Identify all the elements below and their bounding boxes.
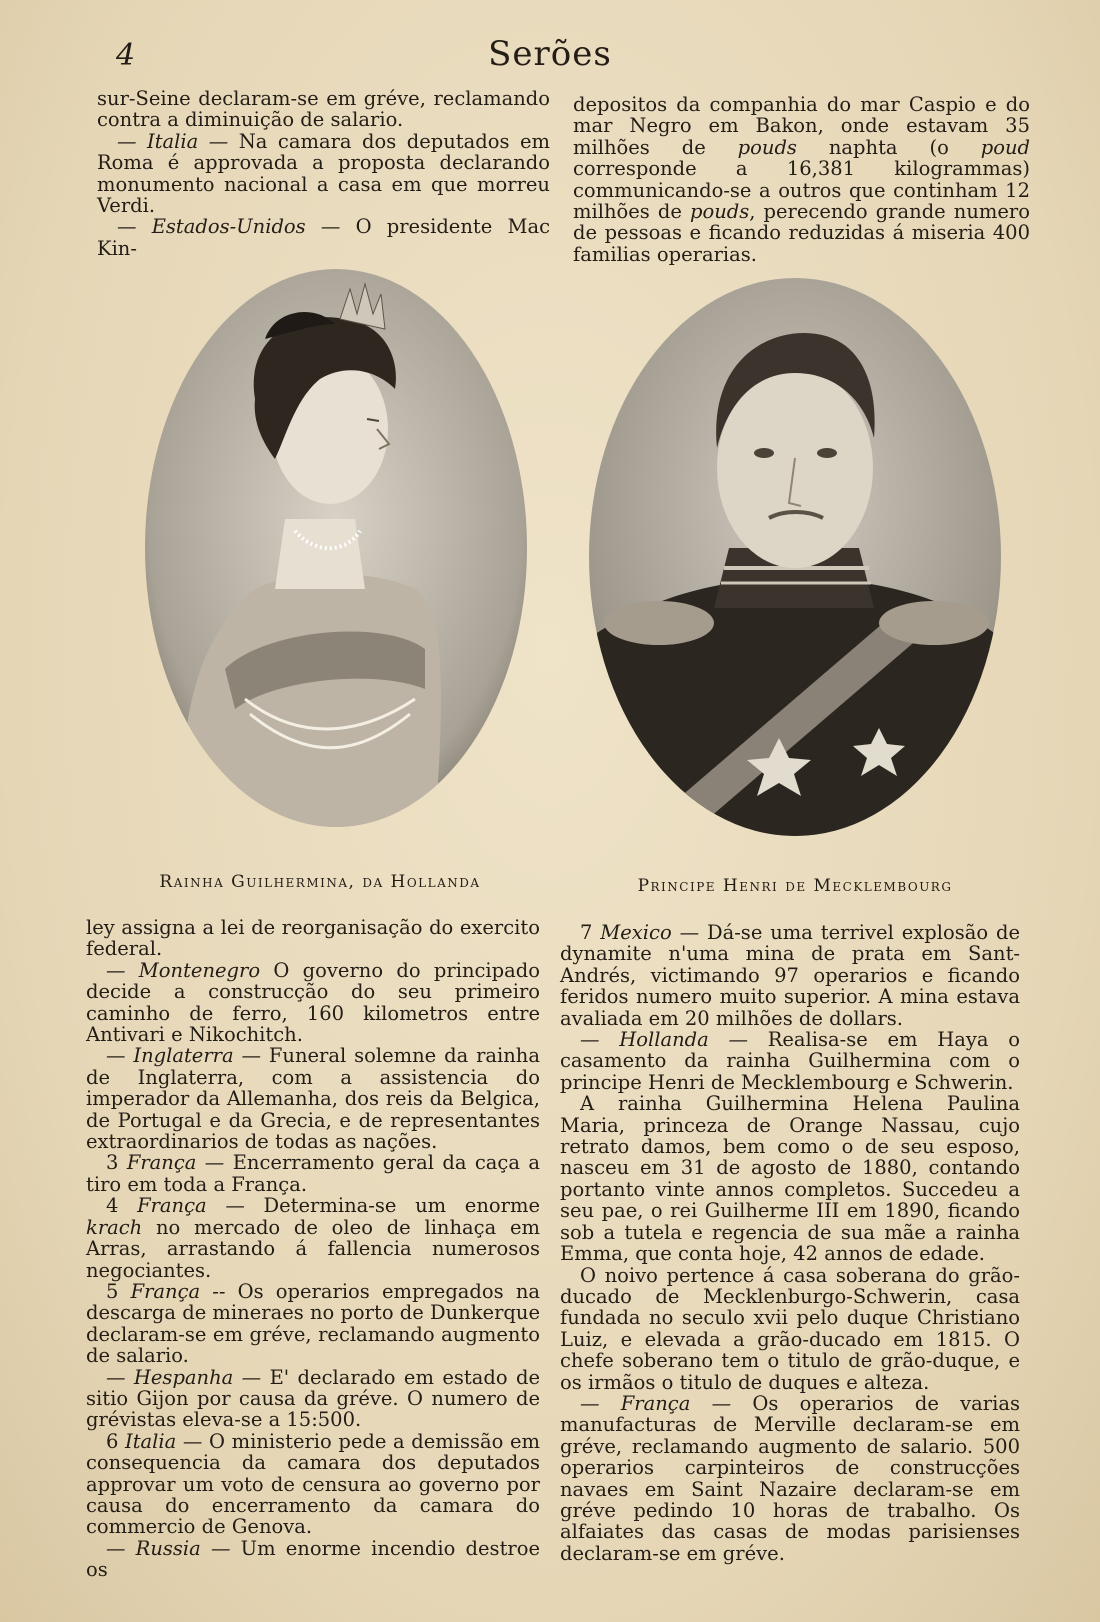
paragraph (560, 922, 1020, 1029)
portrait-prince-image (589, 278, 1001, 836)
paragraph (97, 216, 550, 259)
text-run: naphta (o (796, 135, 981, 159)
paragraph (560, 1393, 1020, 1564)
entry-heading: França — (137, 1194, 245, 1218)
entry-text: O ministerio pede a demissão em consequencia da camara dos deputados approvar um voto de censura ao governo por causa do encerramento da camara do commercio de Genova. (86, 1429, 541, 1539)
paragraph (573, 94, 1030, 265)
entry-text: no mercado de oleo de linhaça em Arras, arrastando á fallencia numerosos negociantes. (86, 1215, 540, 1282)
top-right-column (573, 94, 1030, 265)
text-run: corresponde a 16,381 kilogrammas) communicando-se a outros que continham 12 milhões de (573, 157, 1030, 224)
text-run: , perecendo grande numero de pessoas e ficando reduzidas á miseria 400 familias operarias. (573, 200, 1030, 266)
entry-heading: França — (126, 1151, 225, 1175)
entry-heading: — Estados-Unidos — (117, 215, 341, 239)
entry-heading: — Montenegro (106, 958, 261, 982)
entry-text: Encerramento geral da caça a tiro em toda a França. (86, 1151, 540, 1196)
italic-term: poud (980, 135, 1030, 159)
top-left-column (97, 88, 550, 259)
date-number: 5 (106, 1279, 131, 1303)
caption-prince: Principe Henri de Mecklembourg (637, 876, 953, 896)
entry-heading: — Inglaterra — (106, 1044, 261, 1068)
paragraph (86, 1367, 540, 1431)
bottom-left-column (86, 917, 540, 1581)
paragraph (86, 1281, 540, 1367)
text-run: depositos da companhia do mar Caspio e do mar Negro em Bakon, onde estavam 35 milhões de (573, 93, 1030, 159)
date-number: 4 (106, 1194, 138, 1218)
bottom-right-column (560, 922, 1020, 1564)
paragraph (86, 1538, 540, 1581)
paragraph (86, 960, 540, 1046)
entry-text: O presidente Mac Kin- (97, 215, 550, 260)
italic-term: pouds (737, 135, 797, 159)
entry-heading: Italia — (125, 1429, 203, 1453)
entry-heading: — Hespanha — (106, 1365, 262, 1389)
entry-text: Um enorme incendio destroe os (86, 1536, 541, 1582)
entry-text: Determina-se um enorme (244, 1194, 540, 1218)
caption-queen: Rainha Guilhermina, da Hollanda (159, 872, 481, 892)
entry-text: Dá-se uma terrivel explosão de dynamite n'uma mina de prata em Sant-Andrés, victimando 97 operarios e ficando feridos numero muito superior. A mina estava avaliada em 20 milhões de dollars. (560, 921, 1020, 1030)
entry-heading: — Hollanda — (580, 1028, 748, 1052)
paragraph (97, 131, 550, 217)
page-number: 4 (116, 38, 136, 73)
paragraph (86, 1195, 540, 1281)
entry-text: E' declarado em estado de sitio Gijon por causa da gréve. O numero de grévistas eleva-se a 15:500. (86, 1365, 540, 1432)
paragraph (86, 1045, 540, 1152)
entry-text: Na camara dos deputados em Roma é approvada a proposta declarando monumento nacional a casa em que morreu Verdi. (97, 129, 550, 218)
running-title: Serões (488, 34, 612, 74)
paragraph: O noivo pertence á casa soberana do grão-ducado de Mecklenburgo-Schwerin, casa fundada no seculo xvii pelo duque Christiano Luiz, e elevada a grão-ducado em 1815. O chefe soberano tem o titulo de grão-duque, e os irmãos o titulo de duques e alteza. (560, 1263, 1020, 1394)
entry-text: Funeral solemne da rainha de Inglaterra, com a assistencia do imperador da Allemanha, dos reis da Belgica, de Portugal e da Grecia, e de representantes extraordinarios de todas as nações. (86, 1044, 540, 1154)
entry-heading: França -- (130, 1279, 226, 1303)
italic-term: pouds (689, 200, 750, 224)
paragraph (86, 1152, 540, 1195)
italic-term: krach (86, 1215, 143, 1239)
paragraph (86, 1431, 540, 1538)
entry-heading: — Russia — (106, 1536, 231, 1560)
paragraph: ley assigna a lei de reorganisação do exercito federal. (86, 916, 540, 961)
entry-text: O governo do principado decide a construcção do seu primeiro caminho de ferro, 160 kilometros entre Antivari e Nikochitch. (86, 958, 540, 1047)
paragraph: A rainha Guilhermina Helena Paulina Maria, princeza de Orange Nassau, cujo retrato damos, bem como o de seu esposo, nasceu em 31 de agosto de 1880, contando portanto vinte annos completos. Succedeu a seu pae, o rei Guilherme III em 1890, ficando sob a tutela e regencia de sua mãe a rainha Emma, que conta hoje, 42 annos de edade. (560, 1092, 1020, 1266)
entry-heading: — Italia — (117, 129, 229, 153)
date-number: 7 (580, 921, 601, 944)
entry-text: Os operarios de varias manufacturas de Merville declaram-se em gréve, reclamando augmento de salario. 500 operarios carpinteiros de construcções navaes em Saint Nazaire declaram-se em gréve pedindo 10 horas de trabalho. Os alfaiates das casas de modas parisienses declaram-se em gréve. (560, 1391, 1020, 1565)
entry-text: Realisa-se em Haya o casamento da rainha Guilhermina com o principe Henri de Mecklembourg e Schwerin. (560, 1028, 1020, 1094)
entry-heading: Mexico — (600, 921, 700, 944)
entry-heading: — França — (580, 1391, 732, 1415)
portrait-queen-image (145, 269, 527, 827)
date-number: 6 (106, 1429, 126, 1453)
date-number: 3 (106, 1151, 127, 1175)
paragraph: sur-Seine declaram-se em gréve, reclamando contra a diminuição de salario. (97, 87, 550, 132)
entry-text: Os operarios empregados na descarga de mineraes no porto de Dunkerque declaram-se em gréve, reclamando augmento de salario. (86, 1279, 540, 1368)
paragraph (560, 1029, 1020, 1093)
